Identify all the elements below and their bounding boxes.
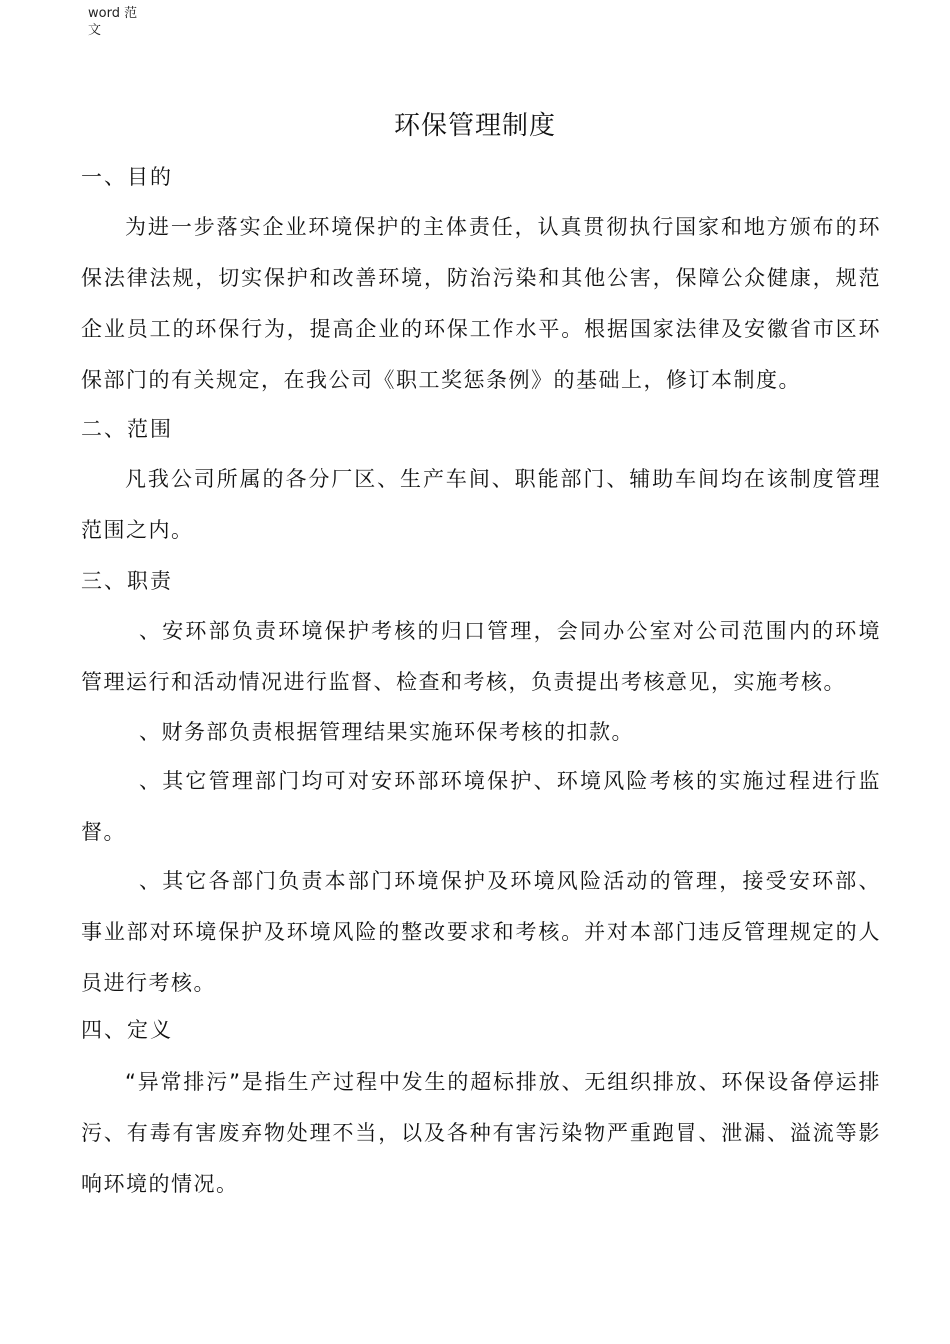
header-tag: word 范文 xyxy=(88,6,138,38)
paragraph-definition: “异常排污”是指生产过程中发生的超标排放、无组织排放、环保设备停运排污、有毒有害废弃物处理不当，以及各种有害污染物严重跑冒、泄漏、溢流等影响环境的情况。 xyxy=(81,1070,881,1196)
section-heading-definitions: 四、定义 xyxy=(81,1018,173,1042)
paragraph-responsibility-4: 、其它各部门负责本部门环境保护及环境风险活动的管理，接受安环部、事业部对环境保护及环境风险的整改要求和考核。并对本部门违反管理规定的人员进行考核。 xyxy=(81,869,881,995)
paragraph-responsibility-1: 、安环部负责环境保护考核的归口管理，会同办公室对公司范围内的环境管理运行和活动情况进行监督、检查和考核，负责提出考核意见，实施考核。 xyxy=(81,619,881,694)
section-heading-purpose: 一、目的 xyxy=(81,165,173,189)
paragraph-responsibility-2: 、财务部负责根据管理结果实施环保考核的扣款。 xyxy=(139,720,634,744)
document-title: 环保管理制度 xyxy=(393,111,556,141)
paragraph-scope: 凡我公司所属的各分厂区、生产车间、职能部门、辅助车间均在该制度管理范围之内。 xyxy=(81,467,881,542)
paragraph-responsibility-3: 、其它管理部门均可对安环部环境保护、环境风险考核的实施过程进行监督。 xyxy=(81,769,881,844)
paragraph-purpose: 为进一步落实企业环境保护的主体责任，认真贯彻执行国家和地方颁布的环保法律法规，切实保护和改善环境，防治污染和其他公害，保障公众健康，规范企业员工的环保行为，提高企业的环保工作水平。根据国家法律及安徽省市区环保部门的有关规定，在我公司《职工奖惩条例》的基础上，修订本制度。 xyxy=(81,215,881,392)
section-heading-responsibilities: 三、职责 xyxy=(81,569,173,593)
section-heading-scope: 二、范围 xyxy=(81,417,173,441)
